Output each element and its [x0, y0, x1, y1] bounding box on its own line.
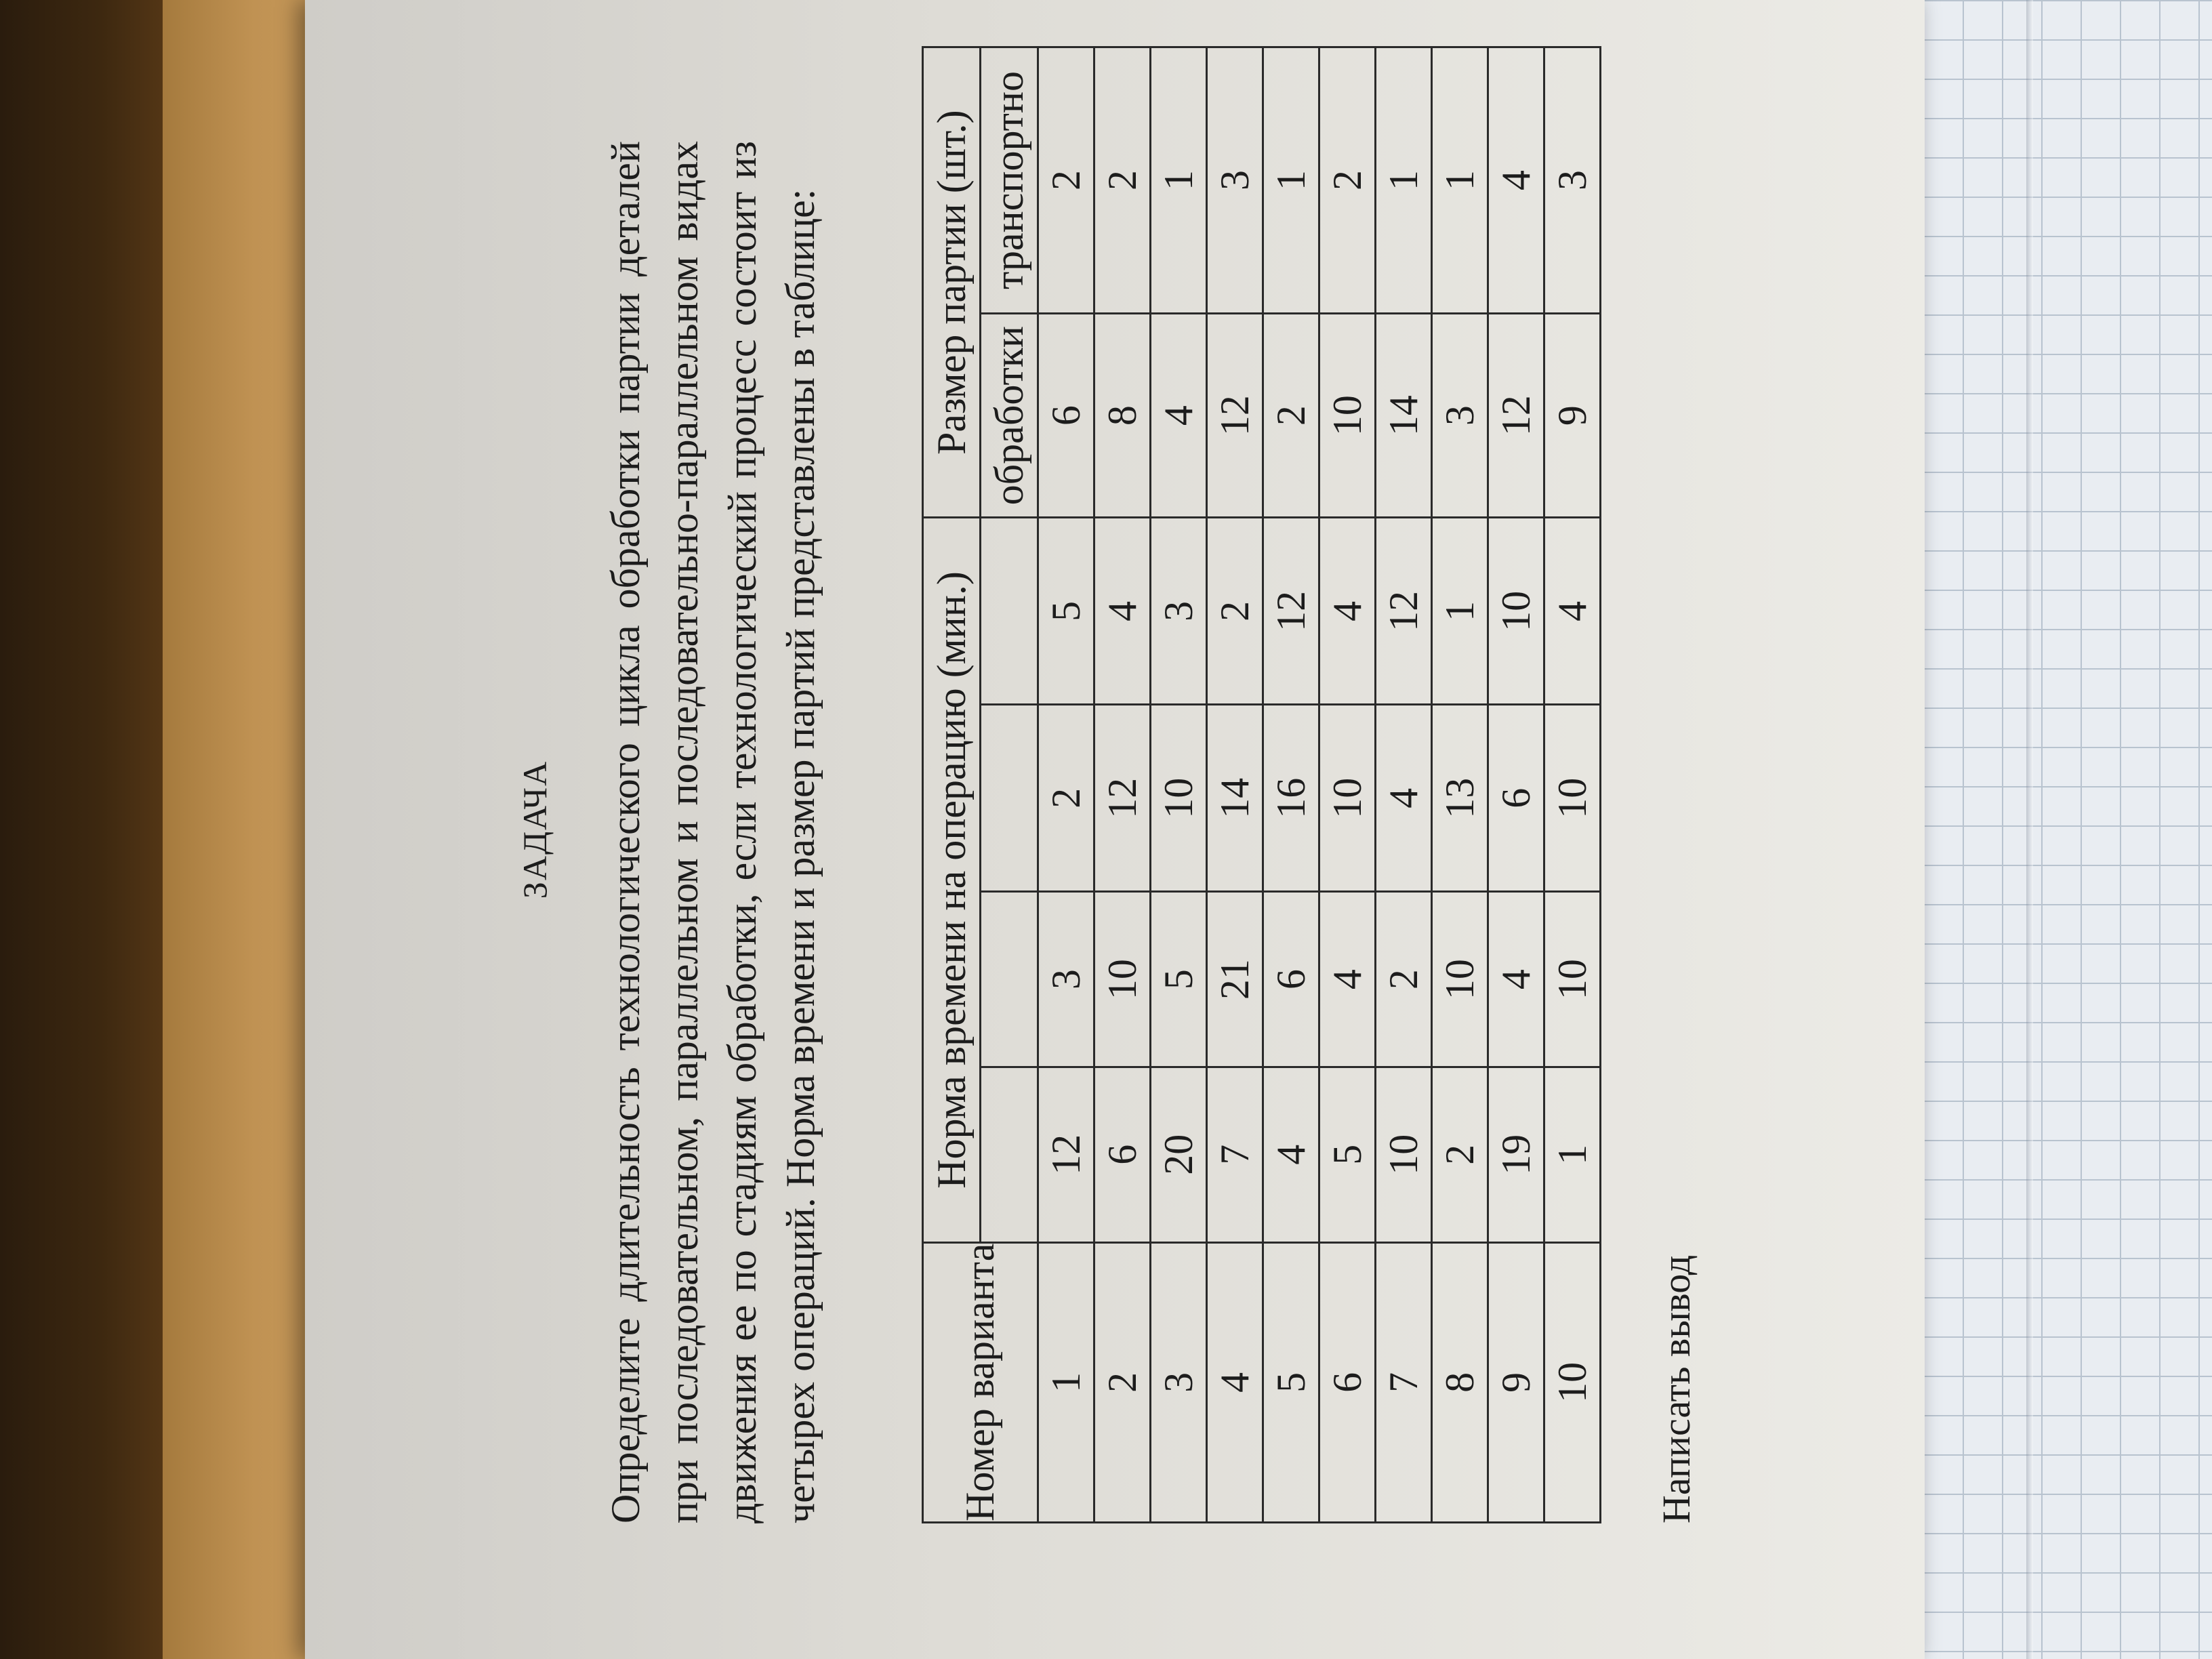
table-cell: 1: [1151, 47, 1207, 314]
sheet-content: [312, 0, 1952, 1659]
table-cell: 9: [1488, 1242, 1544, 1522]
table-cell: 1: [1544, 1067, 1601, 1242]
table-cell: 1: [1038, 1242, 1094, 1522]
table-cell: 3: [1151, 518, 1207, 705]
subheader-empty: [981, 518, 1038, 705]
table-cell: 4: [1488, 47, 1544, 314]
table-header-row: [923, 47, 981, 1523]
table-cell: 8: [1432, 1242, 1488, 1522]
table-cell: 6: [1094, 1067, 1151, 1242]
table-cell: 10: [1544, 892, 1601, 1067]
table-row: [1376, 47, 1432, 1523]
table-cell: 10: [1151, 705, 1207, 892]
table-cell: 5: [1263, 1242, 1319, 1522]
table-cell: 14: [1207, 705, 1263, 892]
header-batch: Размер партии (шт.): [923, 47, 981, 518]
table-cell: 12: [1263, 518, 1319, 705]
subheader-empty: [981, 705, 1038, 892]
table-cell: 1: [1432, 518, 1488, 705]
table-cell: 4: [1263, 1067, 1319, 1242]
header-norm: Норма времени на операцию (мин.): [923, 518, 981, 1242]
table-row: [1094, 47, 1151, 1523]
table-cell: 4: [1207, 1242, 1263, 1522]
table-cell: 3: [1432, 313, 1488, 517]
table-cell: 16: [1263, 705, 1319, 892]
table-cell: 4: [1376, 705, 1432, 892]
table-cell: 5: [1151, 892, 1207, 1067]
table-row: [1207, 47, 1263, 1523]
table-cell: 4: [1488, 892, 1544, 1067]
table-cell: 10: [1544, 705, 1601, 892]
table-cell: 8: [1094, 313, 1151, 517]
table-cell: 12: [1376, 518, 1432, 705]
table-cell: 2: [1319, 47, 1376, 314]
table-cell: 2: [1038, 47, 1094, 314]
table-cell: 4: [1094, 518, 1151, 705]
table-cell: 7: [1207, 1067, 1263, 1242]
table-cell: 13: [1432, 705, 1488, 892]
table-cell: 12: [1094, 705, 1151, 892]
table-cell: 2: [1094, 1242, 1151, 1522]
desk-edge: [0, 0, 183, 1659]
table-cell: 2: [1094, 47, 1151, 314]
table-cell: 2: [1376, 892, 1432, 1067]
table-cell: 6: [1319, 1242, 1376, 1522]
subheader-processing: обработки: [981, 313, 1038, 517]
table-cell: 2: [1263, 313, 1319, 517]
table-cell: 1: [1376, 47, 1432, 314]
table-row: [1544, 47, 1601, 1523]
conclusion-instruction: Написать вывод: [1654, 1254, 1698, 1523]
subheader-empty: [981, 1067, 1038, 1242]
table-cell: 10: [1376, 1067, 1432, 1242]
table-cell: 10: [1544, 1242, 1601, 1522]
subheader-empty: [981, 892, 1038, 1067]
table-row: [1038, 47, 1094, 1523]
table-row: [1319, 47, 1376, 1523]
table-cell: 5: [1038, 518, 1094, 705]
task-title: ЗАДАЧА: [516, 760, 554, 899]
table-cell: 21: [1207, 892, 1263, 1067]
table-cell: 6: [1263, 892, 1319, 1067]
table-cell: 1: [1263, 47, 1319, 314]
table-cell: 10: [1319, 705, 1376, 892]
table-cell: 4: [1151, 313, 1207, 517]
table-cell: 2: [1207, 518, 1263, 705]
table-row: [1263, 47, 1319, 1523]
table-cell: 7: [1376, 1242, 1432, 1522]
table-cell: 3: [1544, 47, 1601, 314]
table-cell: 1: [1432, 47, 1488, 314]
norm-table: [922, 46, 1601, 1523]
task-text: Определите длительность технологического цикла обработки партии деталей при последовательном, параллельном и последовательно-параллельном видах движения ее по стадиям обработки, если технологический процесс состоит из четырех операций. Норма времени и размер партий представлены в таблице:: [603, 141, 823, 1523]
table-cell: 3: [1151, 1242, 1207, 1522]
table-row: [1151, 47, 1207, 1523]
table-cell: 9: [1544, 313, 1601, 517]
table-cell: 10: [1488, 518, 1544, 705]
table-cell: 6: [1488, 705, 1544, 892]
header-variant: Номер варианта: [923, 1242, 1038, 1522]
table-cell: 3: [1207, 47, 1263, 314]
table-cell: 12: [1207, 313, 1263, 517]
table-cell: 2: [1038, 705, 1094, 892]
table-cell: 5: [1319, 1067, 1376, 1242]
table-cell: 4: [1319, 892, 1376, 1067]
table-cell: 2: [1432, 1067, 1488, 1242]
graph-paper-fold: [2026, 0, 2033, 1659]
table-cell: 12: [1038, 1067, 1094, 1242]
table-cell: 6: [1038, 313, 1094, 517]
table-cell: 4: [1319, 518, 1376, 705]
table-cell: 10: [1094, 892, 1151, 1067]
table-cell: 14: [1376, 313, 1432, 517]
table-cell: 19: [1488, 1067, 1544, 1242]
subheader-transport: транспортно: [981, 47, 1038, 314]
table-cell: 4: [1544, 518, 1601, 705]
table-cell: 3: [1038, 892, 1094, 1067]
table-cell: 10: [1319, 313, 1376, 517]
table-row: [1488, 47, 1544, 1523]
table-cell: 20: [1151, 1067, 1207, 1242]
table-row: [1432, 47, 1488, 1523]
table-body: [1038, 47, 1601, 1523]
table-cell: 10: [1432, 892, 1488, 1067]
table-cell: 12: [1488, 313, 1544, 517]
